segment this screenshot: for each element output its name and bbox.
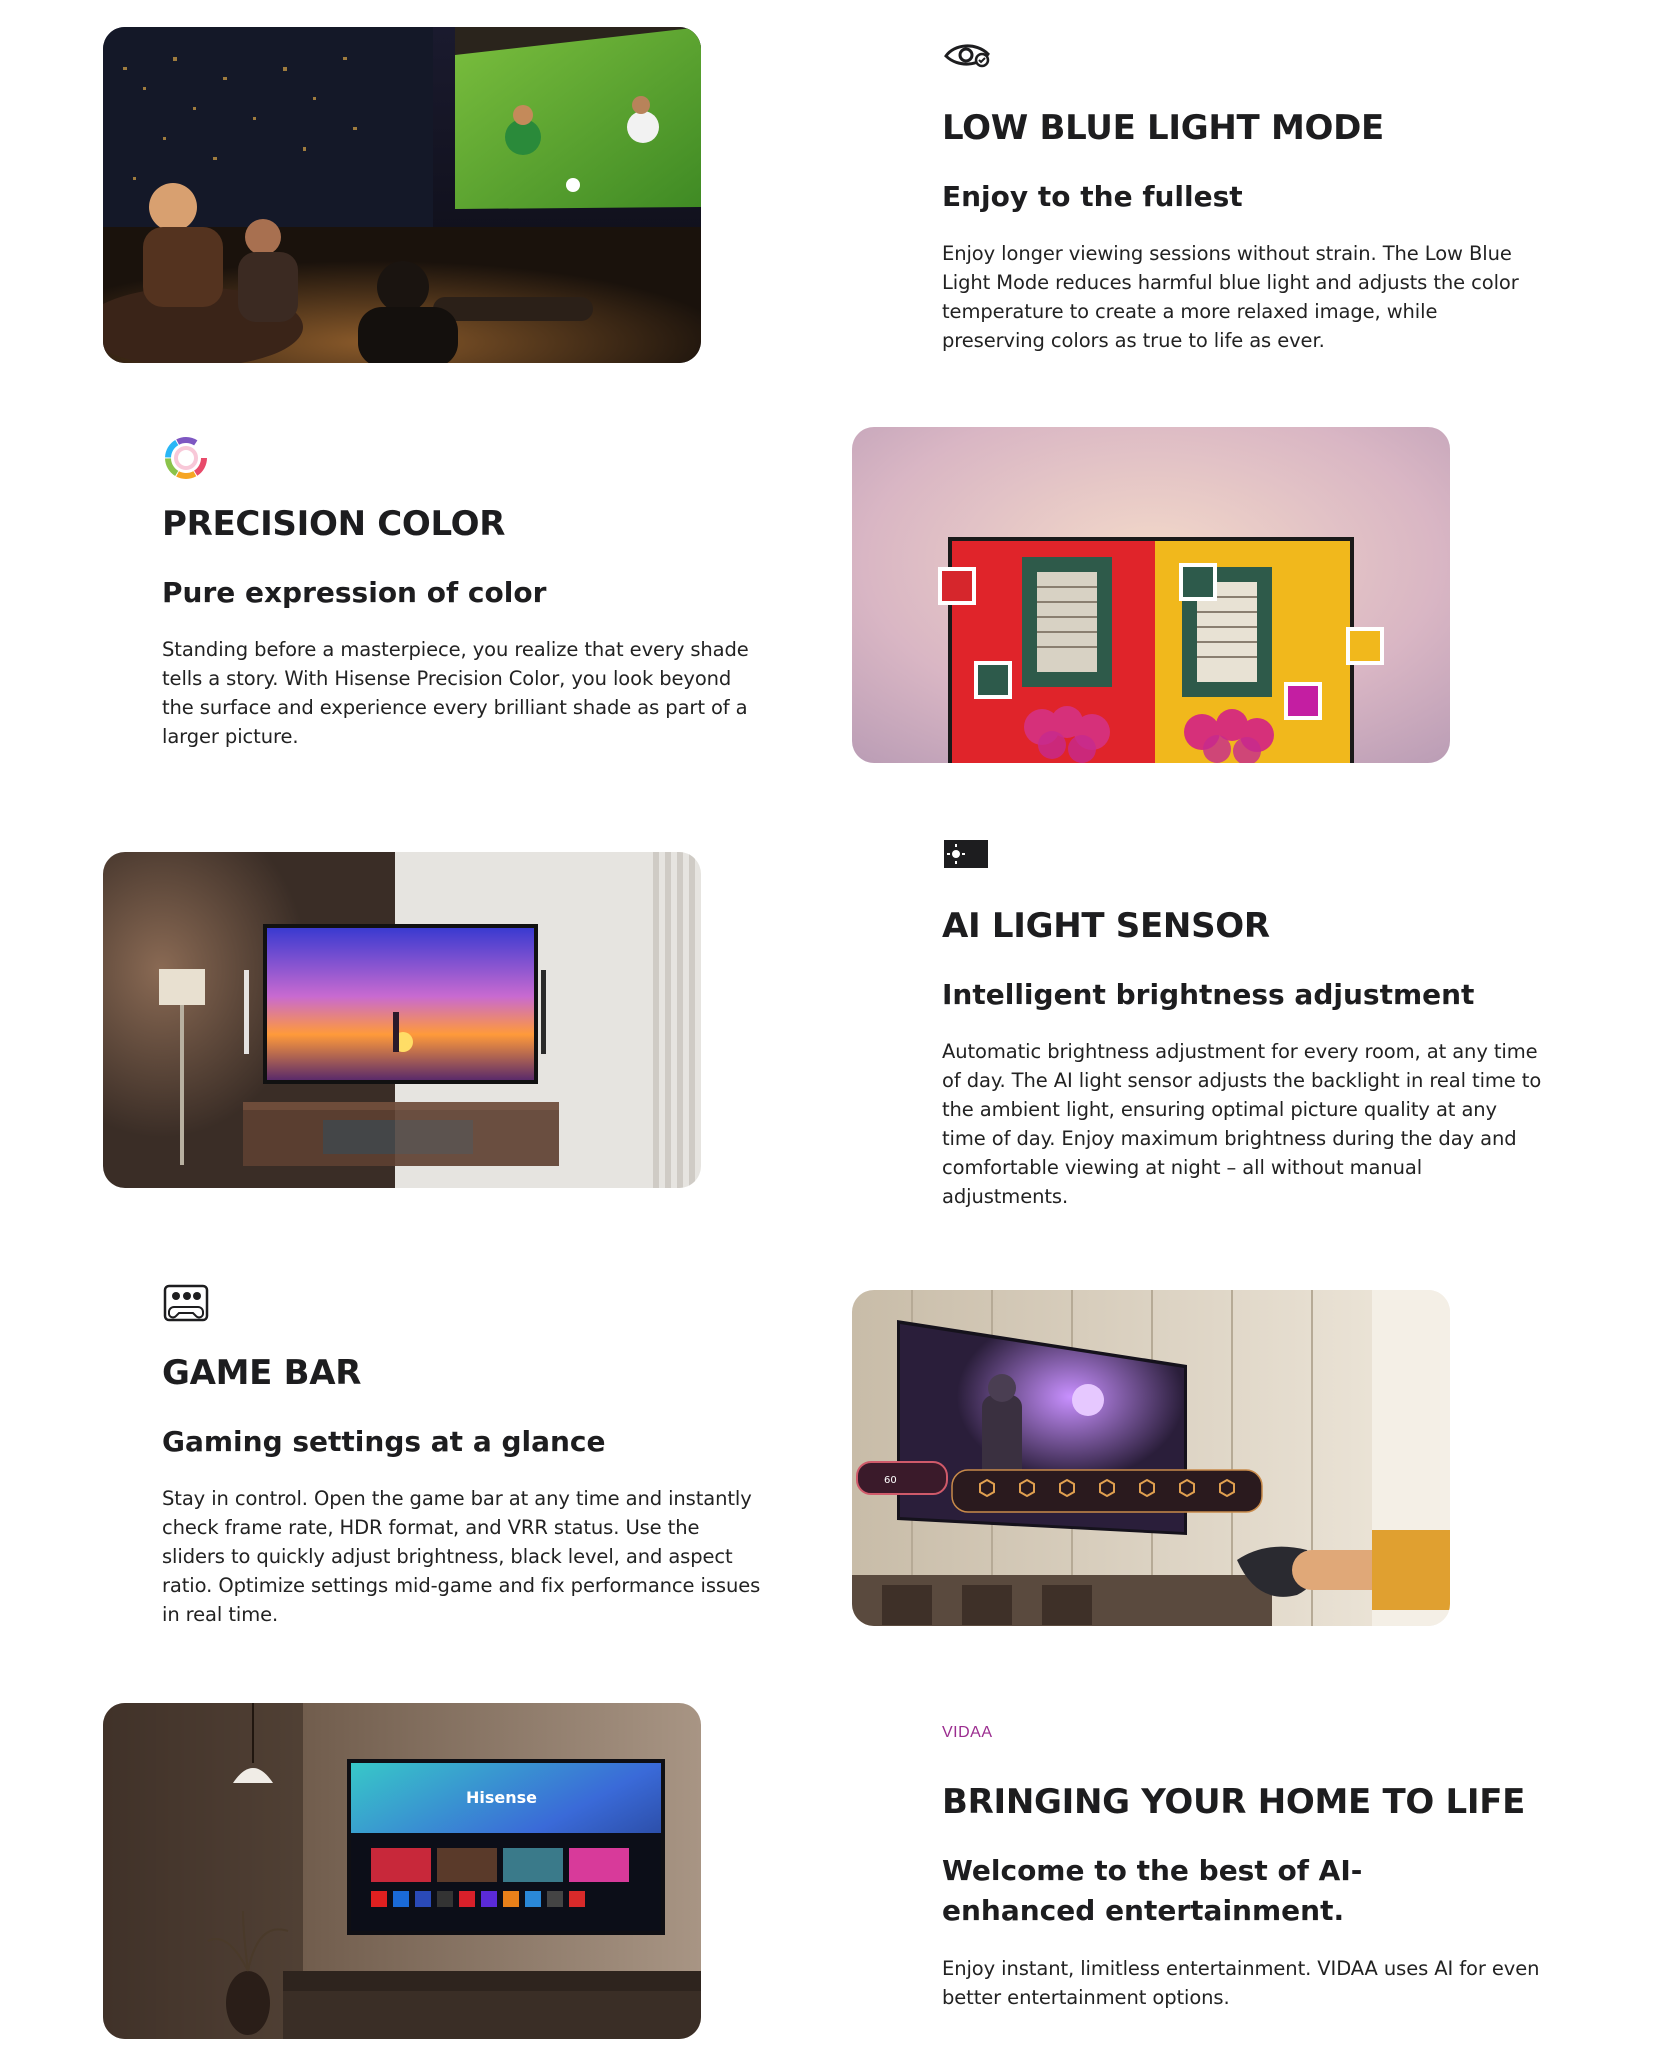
fps-readout: 60 [884,1475,897,1486]
game-bar-section [162,1283,762,1629]
section-subtitle: Intelligent brightness adjustment [942,977,1475,1011]
tv-brand-text: Hisense [466,1788,538,1807]
section-subtitle: Pure expression of color [162,575,547,609]
vidaa-image [103,1703,701,2039]
vidaa-logo-text: VIDAA [942,1724,993,1741]
precision-color-image [852,427,1450,763]
eye-icon [942,38,998,94]
section-subtitle: Gaming settings at a glance [162,1424,606,1458]
vidaa-logo-icon [942,1722,1542,1742]
section-body: Stay in control. Open the game bar at any time and instantly check frame rate, HDR format, and VRR status. Use the sliders to quickly adjust brightness, black level, and aspect ratio. Optimize settings mid-game and fix performance issues in real time. [162,1487,761,1627]
low-blue-light-section [942,38,1542,355]
low-blue-light-image [103,27,701,363]
ai-light-sensor-section [942,836,1542,1211]
section-body: Automatic brightness adjustment for every room, at any time of day. The AI light sensor adjusts the backlight in real time to the ambient light, ensuring optimal picture quality at any time of day. Enjoy maximum brightness during the day and comfortable viewing at night – all without manual adjustments. [942,1040,1542,1209]
section-subtitle: Enjoy to the fullest [942,179,1243,213]
light-sensor-icon [942,836,998,892]
section-title: AI LIGHT SENSOR [942,906,1270,946]
section-title: BRINGING YOUR HOME TO LIFE [942,1782,1526,1822]
precision-color-section [162,434,762,751]
section-title: PRECISION COLOR [162,504,506,544]
section-body: Standing before a masterpiece, you realize that every shade tells a story. With Hisense Precision Color, you look beyond the surface and experience every brilliant shade as part of a larger picture. [162,638,749,749]
game-bar-image [852,1290,1450,1626]
ai-light-sensor-image [103,852,701,1188]
game-controller-icon [162,1283,218,1339]
section-body: Enjoy instant, limitless entertainment. VIDAA uses AI for even better entertainment options. [942,1956,1540,2009]
section-body: Enjoy longer viewing sessions without strain. The Low Blue Light Mode reduces harmful blue light and adjusts the color temperature to create a more relaxed image, while preserving colors as true to life as ever. [942,242,1519,353]
section-title: LOW BLUE LIGHT MODE [942,108,1384,148]
section-subtitle: Welcome to the best of AI-enhanced entertainment. [942,1853,1363,1928]
section-title: GAME BAR [162,1353,362,1393]
vidaa-section [942,1722,1542,2012]
color-ring-icon [162,434,218,490]
